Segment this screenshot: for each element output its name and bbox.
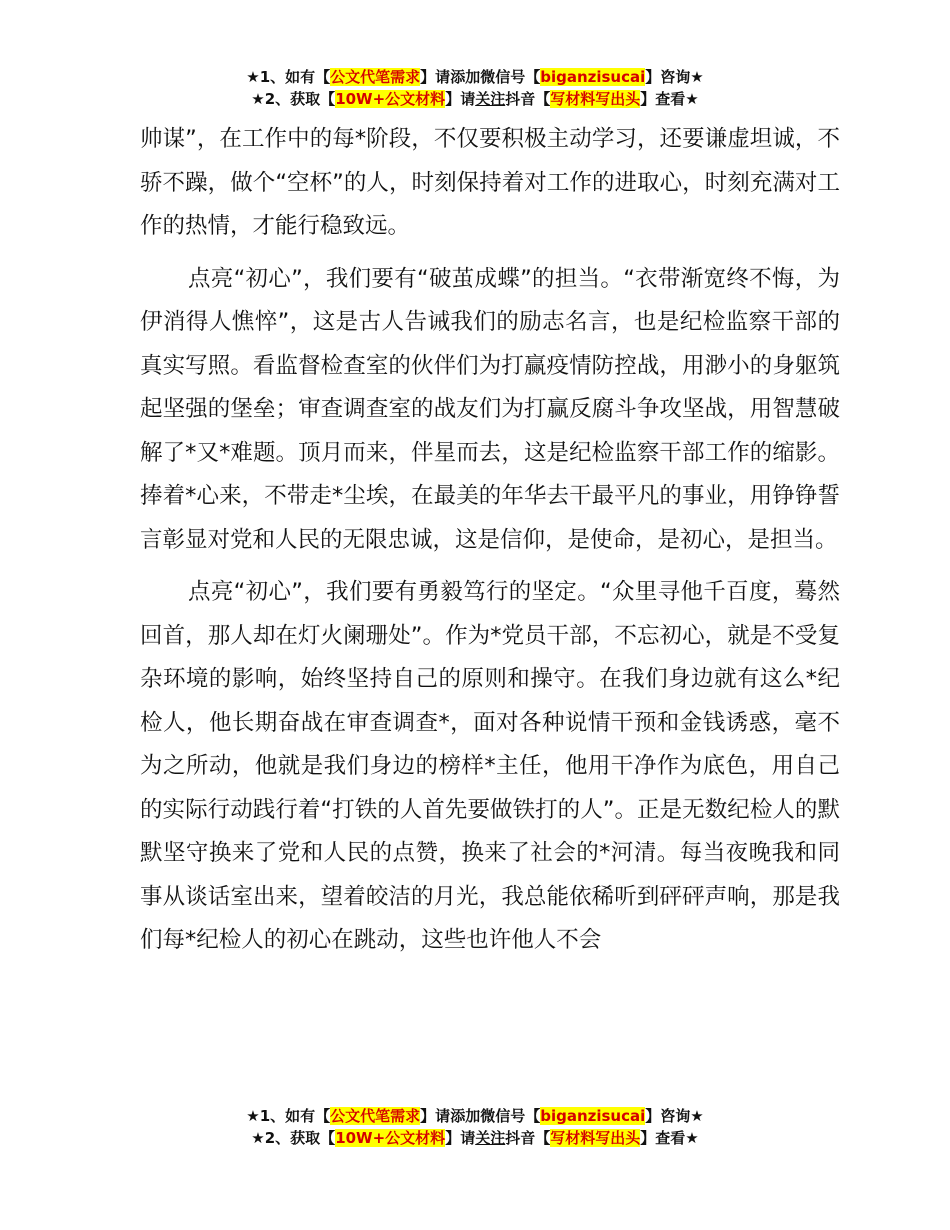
highlight-ghostwriting: 公文代笔需求	[330, 1107, 421, 1125]
header-banner-line-2: ★2、获取【10W+公文材料】请关注抖音【写材料写出头】查看★	[251, 90, 699, 108]
paragraph-continuation: 帅谋”，在工作中的每*阶段，不仅要积极主动学习，还要谦虚坦诚，不骄不躁，做个“空杯”的人，时刻保持着对工作的进取心，时刻充满对工作的热情，才能行稳致远。	[140, 126, 840, 239]
header-banner-line-1: ★1、如有【公文代笔需求】请添加微信号【biganzisucai】咨询★	[246, 68, 704, 86]
highlight-wechat-id: biganzisucai	[540, 68, 646, 86]
highlight-wechat-id: biganzisucai	[540, 1107, 646, 1125]
footer-banner-line-2: ★2、获取【10W+公文材料】请关注抖音【写材料写出头】查看★	[251, 1129, 699, 1147]
document-body	[140, 118, 840, 972]
footer-banner	[0, 1105, 950, 1149]
header-banner	[0, 66, 950, 110]
highlight-ghostwriting: 公文代笔需求	[330, 68, 421, 86]
highlight-materials: 10W+公文材料	[335, 90, 446, 108]
highlight-douyin-account: 写材料写出头	[550, 90, 641, 108]
highlight-materials: 10W+公文材料	[335, 1129, 446, 1147]
paragraph-determination: 点亮“初心”，我们要有勇毅笃行的坚定。“众里寻他千百度，蓦然回首，那人却在灯火阑珊处”。作为*党员干部，不忘初心，就是不受复杂环境的影响，始终坚持自己的原则和操守。在我们身边就有这么*纪检人，他长期奋战在审查调查*，面对各种说情干预和金钱诱惑，毫不为之所动，他就是我们身边的榜样*主任，他用干净作为底色，用自己的实际行动践行着“打铁的人首先要做铁打的人”。正是无数纪检人的默默坚守换来了党和人民的点赞，换来了社会的*河清。每当夜晚我和同事从谈话室出来，望着皎洁的月光，我总能依稀听到砰砰声响，那是我们每*纪检人的初心在跳动，这些也许他人不会	[140, 579, 840, 953]
paragraph-responsibility: 点亮“初心”，我们要有“破茧成蝶”的担当。“衣带渐宽终不悔，为伊消得人憔悴”，这是古人告诫我们的励志名言，也是纪检监察干部的真实写照。看监督检查室的伙伴们为打赢疫情防控战，用渺小的身躯筑起坚强的堡垒；审查调查室的战友们为打赢反腐斗争攻坚战，用智慧破解了*又*难题。顶月而来，伴星而去，这是纪检监察干部工作的缩影。捧着*心来，不带走*尘埃，在最美的年华去干最平凡的事业，用铮铮誓言彰显对党和人民的无限忠诚，这是信仰，是使命，是初心，是担当。	[140, 265, 840, 553]
highlight-douyin-account: 写材料写出头	[550, 1129, 641, 1147]
footer-banner-line-1: ★1、如有【公文代笔需求】请添加微信号【biganzisucai】咨询★	[246, 1107, 704, 1125]
